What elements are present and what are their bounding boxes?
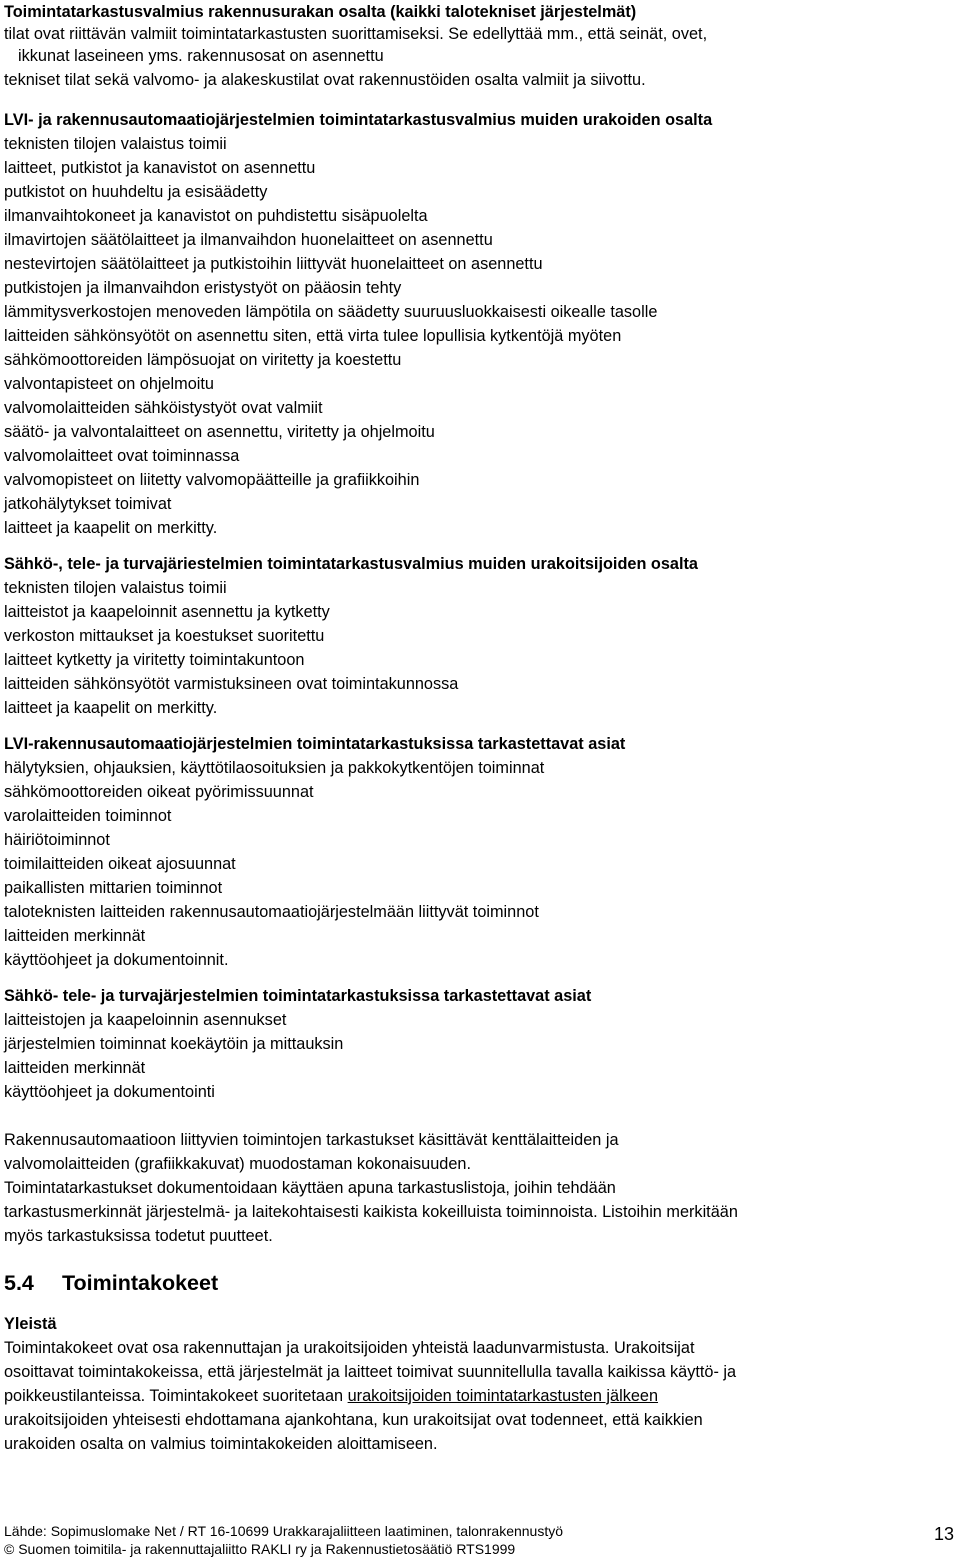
section-heading [4,1271,218,1296]
list-item: käyttöohjeet ja dokumentoinnit. [4,951,229,969]
list-item: laitteistot ja kaapeloinnit asennettu ja kytketty [4,603,330,621]
underlined-text: urakoitsijoiden toimintatarkastusten jälkeen [347,1387,659,1405]
list-item: varolaitteiden toiminnot [4,807,172,825]
list-item: hälytyksien, ohjauksien, käyttötilaosoituksien ja pakkokytkentöjen toiminnat [4,759,545,777]
list-item: jatkohälytykset toimivat [4,495,172,513]
intro-line: tekniset tilat sekä valvomo- ja alakeskustilat ovat rakennustöiden osalta valmiit ja siivottu. [4,71,646,89]
paragraph-line [4,1386,658,1406]
section-title: Toimintakokeet [62,1271,219,1295]
list-item: ilmanvaihtokoneet ja kanavistot on puhdistettu sisäpuolelta [4,207,428,225]
list-item: laitteiden merkinnät [4,1059,146,1077]
lvi-readiness-heading: LVI- ja rakennusautomaatiojärjestelmien toimintatarkastusvalmius muiden urakoiden osalta [4,111,713,129]
list-item: sähkömoottoreiden oikeat pyörimissuunnat [4,783,314,801]
text-span: poikkeustilanteissa. Toimintakokeet suoritetaan [4,1387,348,1405]
list-item: valvontapisteet on ohjelmoitu [4,375,214,393]
list-item: nestevirtojen säätölaitteet ja putkistoihin liittyvät huonelaitteet on asennettu [4,255,543,273]
paragraph-line: tarkastusmerkinnät järjestelmä- ja laitekohtaisesti kaikista kokeilluista toiminnoista. Listoihin merkitään [4,1203,738,1221]
section-number: 5.4 [4,1271,34,1295]
list-item: laitteet, putkistot ja kanavistot on asennettu [4,159,316,177]
list-item: teknisten tilojen valaistus toimii [4,579,227,597]
list-item: järjestelmien toiminnat koekäytöin ja mittauksin [4,1035,344,1053]
paragraph-line: valvomolaitteiden (grafiikkakuvat) muodostaman kokonaisuuden. [4,1155,471,1173]
intro-line: Toimintatarkastusvalmius rakennusurakan osalta (kaikki talotekniset järjestelmät) [4,3,637,21]
list-item: laitteistojen ja kaapeloinnin asennukset [4,1011,287,1029]
footer-source: Lähde: Sopimuslomake Net / RT 16-10699 Urakkarajaliitteen laatiminen, talonrakennustyö [4,1523,564,1539]
list-item: putkistojen ja ilmanvaihdon eristystyöt on pääosin tehty [4,279,402,297]
paragraph-line: myös tarkastuksissa todetut puutteet. [4,1227,273,1245]
list-item: valvomolaitteiden sähköistystyöt ovat valmiit [4,399,323,417]
list-item: käyttöohjeet ja dokumentointi [4,1083,215,1101]
paragraph-line: urakoiden osalta on valmius toimintakokeiden aloittamiseen. [4,1435,438,1453]
lvi-checks-heading: LVI-rakennusautomaatiojärjestelmien toimintatarkastuksissa tarkastettavat asiat [4,735,626,753]
list-item: laitteiden merkinnät [4,927,146,945]
list-item: verkoston mittaukset ja koestukset suoritettu [4,627,325,645]
list-item: laitteet ja kaapelit on merkitty. [4,699,218,717]
electrical-checks-heading: Sähkö- tele- ja turvajärjestelmien toimintatarkastuksissa tarkastettavat asiat [4,987,592,1005]
list-item: valvomopisteet on liitetty valvomopäätteille ja grafiikkoihin [4,471,420,489]
list-item: valvomolaitteet ovat toiminnassa [4,447,240,465]
list-item: laitteiden sähkönsyötöt varmistuksineen ovat toimintakunnossa [4,675,459,693]
page-number: 13 [933,1524,954,1544]
subheading: Yleistä [4,1315,57,1333]
list-item: laitteiden sähkönsyötöt on asennettu siten, että virta tulee lopullisia kytkentöjä myöten [4,327,622,345]
paragraph-line: Toimintatarkastukset dokumentoidaan käyttäen apuna tarkastuslistoja, joihin tehdään [4,1179,616,1197]
intro-line: tilat ovat riittävän valmiit toimintatarkastusten suorittamiseksi. Se edellyttää mm., että seinät, ovet, [4,25,708,43]
list-item: paikallisten mittarien toiminnot [4,879,223,897]
list-item: toimilaitteiden oikeat ajosuunnat [4,855,236,873]
list-item: putkistot on huuhdeltu ja esisäädetty [4,183,268,201]
paragraph-line: urakoitsijoiden yhteisesti ehdottamana ajankohtana, kun urakoitsijat ovat todenneet, että kaikkien [4,1411,703,1429]
paragraph-line: Toimintakokeet ovat osa rakennuttajan ja urakoitsijoiden yhteistä laadunvarmistusta. Urakoitsijat [4,1339,695,1357]
list-item: sähkömoottoreiden lämpösuojat on viritetty ja koestettu [4,351,402,369]
list-item: säätö- ja valvontalaitteet on asennettu, viritetty ja ohjelmoitu [4,423,435,441]
intro-line: ikkunat laseineen yms. rakennusosat on asennettu [18,47,384,65]
footer-copyright: © Suomen toimitila- ja rakennuttajaliitto RAKLI ry ja Rakennustietosäätiö RTS1999 [4,1541,516,1557]
list-item: häiriötoiminnot [4,831,110,849]
electrical-readiness-heading: Sähkö-, tele- ja turvajäriestelmien toimintatarkastusvalmius muiden urakoitsijoiden osalta [4,555,698,573]
list-item: teknisten tilojen valaistus toimii [4,135,227,153]
list-item: laitteet ja kaapelit on merkitty. [4,519,218,537]
list-item: taloteknisten laitteiden rakennusautomaatiojärjestelmään liittyvät toiminnot [4,903,539,921]
list-item: lämmitysverkostojen menoveden lämpötila on säädetty suuruusluokkaisesti oikealle tasolle [4,303,658,321]
list-item: laitteet kytketty ja viritetty toimintakuntoon [4,651,305,669]
paragraph-line: osoittavat toimintakokeissa, että järjestelmät ja laitteet toimivat suunnitellulla tavalla kaikissa käyttö- ja [4,1363,737,1381]
paragraph-line: Rakennusautomaatioon liittyvien toimintojen tarkastukset käsittävät kenttälaitteiden ja [4,1131,619,1149]
list-item: ilmavirtojen säätölaitteet ja ilmanvaihdon huonelaitteet on asennettu [4,231,493,249]
